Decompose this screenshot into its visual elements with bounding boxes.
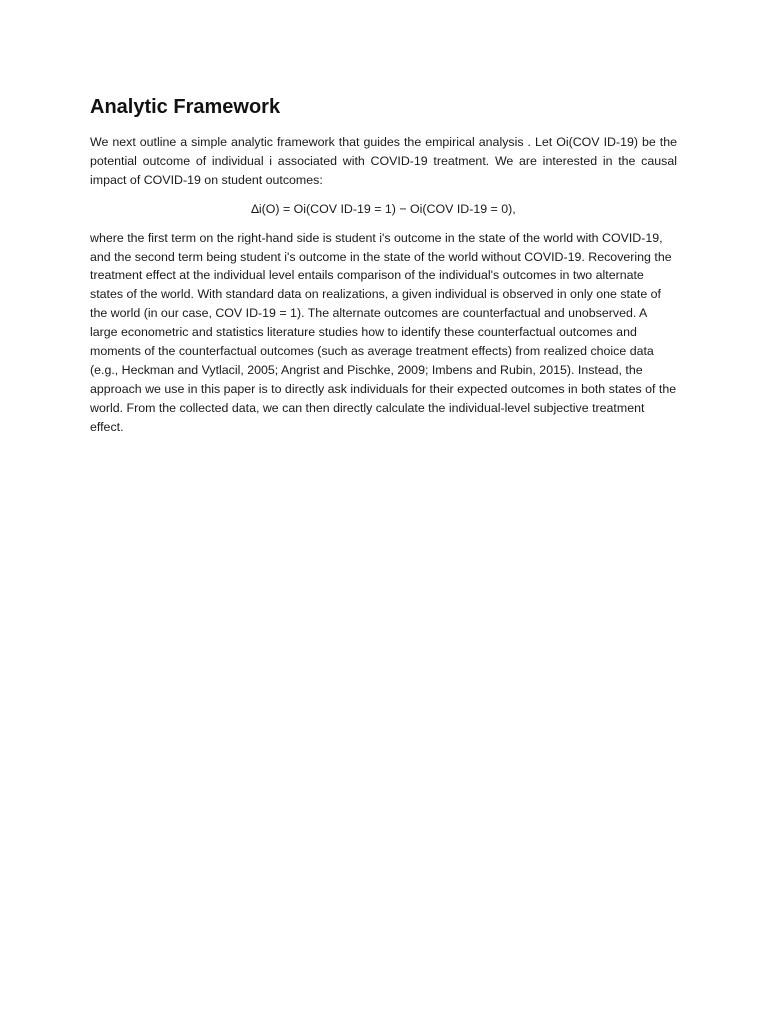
treatment-effect-equation: ∆i(O) = Oi(COV ID-19 = 1) − Oi(COV ID-19 = 0), [251,201,516,216]
intro-paragraph: We next outline a simple analytic framework that guides the empirical analysis . Let Oi(COV ID-19) be the potential outcome of individual i associated with COVID-19 treatment. We are interested in the causal impact of COVID-19 on student outcomes: [90,135,677,187]
document-content [90,94,677,437]
section-heading: Analytic Framework [90,96,281,118]
body-paragraph: where the first term on the right-hand side is student i's outcome in the state of the world with COVID-19, and the second term being student i's outcome in the state of the world without COVID-19. Recovering the treatment effect at the individual level entails comparison of the individual's outcomes in two alternate states of the world. With standard data on realizations, a given individual is observed in only one state of the world (in our case, COV ID-19 = 1). The alternate outcomes are counterfactual and unobserved. A large econometric and statistics literature studies how to identify these counterfactual outcomes and moments of the counterfactual outcomes (such as average treatment effects) from realized choice data (e.g., Heckman and Vytlacil, 2005; Angrist and Pischke, 2009; Imbens and Rubin, 2015). Instead, the approach we use in this paper is to directly ask individuals for their expected outcomes in both states of the world. From the collected data, we can then directly calculate the individual-level subjective treatment effect. [90,230,677,434]
